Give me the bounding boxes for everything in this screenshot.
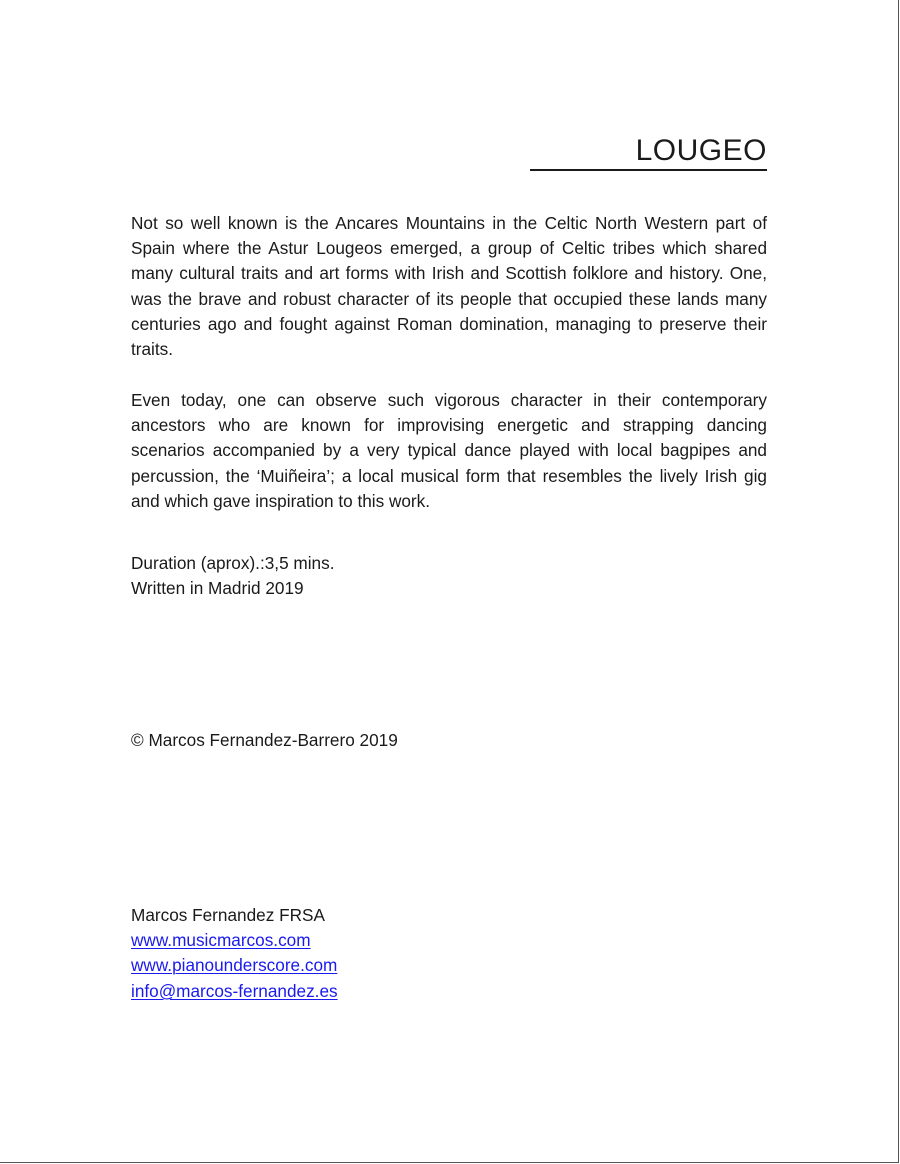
duration-text: Duration (aprox).:3,5 mins.: [131, 553, 335, 573]
title-container: [526, 133, 767, 173]
intro-paragraph: Not so well known is the Ancares Mountains in the Celtic North Western part of Spain where the Astur Lougeos emerged, a group of Celtic tribes which shared many cultural traits and art forms with Irish and Scottish folklore and history. One, was the brave and robust character of its people that occupied these lands many centuries ago and fought against Roman domination, managing to preserve their traits.: [131, 213, 767, 360]
written-text: Written in Madrid 2019: [131, 578, 304, 599]
description-paragraph: Even today, one can observe such vigorous character in their contemporary ancestors who are known for improvising energetic and strapping dancing scenarios accompanied by a very typical dance played with local bagpipes and percussion, the ‘Muiñeira’; a local musical form that resembles the lively Irish gig and which gave inspiration to this work.: [131, 390, 767, 511]
email-link[interactable]: info@marcos-fernandez.es: [131, 980, 338, 1001]
work-details: [131, 551, 767, 601]
website-link-pianounderscore[interactable]: www.pianounderscore.com: [131, 955, 338, 976]
contact-block: [131, 903, 767, 1004]
author-name: Marcos Fernandez FRSA: [131, 905, 325, 925]
copyright-notice: © Marcos Fernandez-Barrero 2019: [131, 730, 398, 750]
page-title: LOUGEO: [530, 133, 767, 171]
website-link-musicmarcos[interactable]: www.musicmarcos.com: [131, 930, 311, 951]
